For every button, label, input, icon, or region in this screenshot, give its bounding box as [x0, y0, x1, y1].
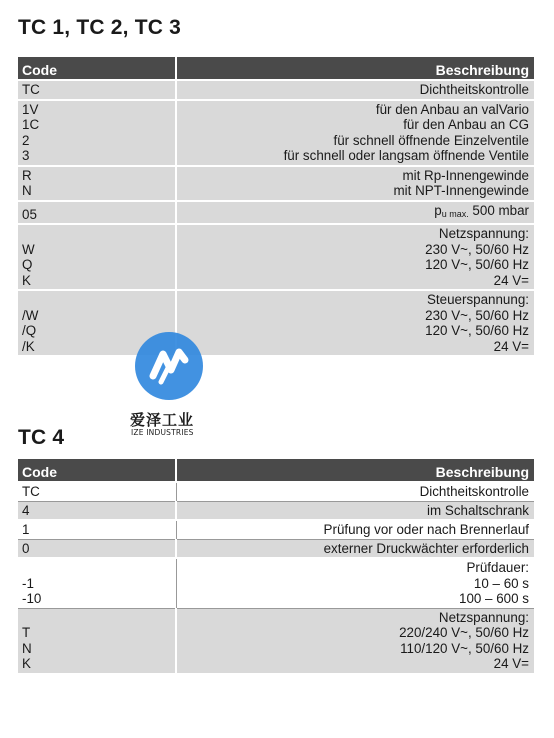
description-cell: mit Rp-Innengewinde mit NPT-Innengewinde — [176, 166, 534, 201]
code-cell: TC — [18, 80, 176, 100]
code-cell: W Q K — [18, 224, 176, 290]
table-row — [18, 100, 534, 166]
ize-logo-icon — [133, 330, 205, 402]
table-row — [18, 608, 534, 673]
description-cell: Prüfdauer: 10 – 60 s 100 – 600 s — [176, 558, 534, 608]
code-cell: 4 — [18, 501, 176, 520]
type-code-table-tc4 — [18, 459, 534, 673]
table-row — [18, 482, 534, 501]
table-row — [18, 520, 534, 539]
table-row — [18, 539, 534, 558]
header-code: Code — [18, 57, 176, 80]
description-cell: Netzspannung: 220/240 V~, 50/60 Hz 110/120 V~, 50/60 Hz 24 V= — [176, 608, 534, 673]
description-cell: Dichtheitskontrolle — [176, 482, 534, 501]
code-cell: -1 -10 — [18, 558, 176, 608]
table-row — [18, 166, 534, 201]
code-cell: TC — [18, 482, 176, 501]
code-cell: 0 — [18, 539, 176, 558]
code-cell: T N K — [18, 608, 176, 673]
description-cell: Steuerspannung: 230 V~, 50/60 Hz 120 V~, 50/60 Hz 24 V= — [176, 290, 534, 355]
header-code: Code — [18, 459, 176, 482]
table-row — [18, 558, 534, 608]
watermark-name-cn: 爱泽工业 — [130, 411, 195, 429]
description-cell: im Schaltschrank — [176, 501, 534, 520]
table-row — [18, 290, 534, 355]
type-code-table-tc123 — [18, 57, 534, 355]
table-row — [18, 201, 534, 225]
description-cell: externer Druckwächter erforderlich — [176, 539, 534, 558]
table-header — [18, 57, 534, 80]
description-cell: Netzspannung: 230 V~, 50/60 Hz 120 V~, 50/60 Hz 24 V= — [176, 224, 534, 290]
table-row — [18, 224, 534, 290]
header-description: Beschreibung — [176, 459, 534, 482]
code-cell: R N — [18, 166, 176, 201]
table-header — [18, 459, 534, 482]
description-cell: Prüfung vor oder nach Brennerlauf — [176, 520, 534, 539]
watermark-name-en: IZE INDUSTRIES — [131, 428, 194, 437]
section-title-tc123: TC 1, TC 2, TC 3 — [18, 16, 182, 39]
description-cell: $p_{u max.}$ 500 mbar — [176, 201, 534, 225]
description-cell: für den Anbau an valVario für den Anbau an CG für schnell öffnende Einzelventile für schnell oder langsam öffnende Ventile — [176, 100, 534, 166]
code-cell: 1 — [18, 520, 176, 539]
code-cell: 05 — [18, 201, 176, 225]
section-title-tc4: TC 4 — [18, 426, 65, 449]
code-cell: /W /Q /K — [18, 290, 176, 355]
description-cell: Dichtheitskontrolle — [176, 80, 534, 100]
code-cell: 1V 1C 2 3 — [18, 100, 176, 166]
table-row — [18, 80, 534, 100]
table-row — [18, 501, 534, 520]
header-description: Beschreibung — [176, 57, 534, 80]
